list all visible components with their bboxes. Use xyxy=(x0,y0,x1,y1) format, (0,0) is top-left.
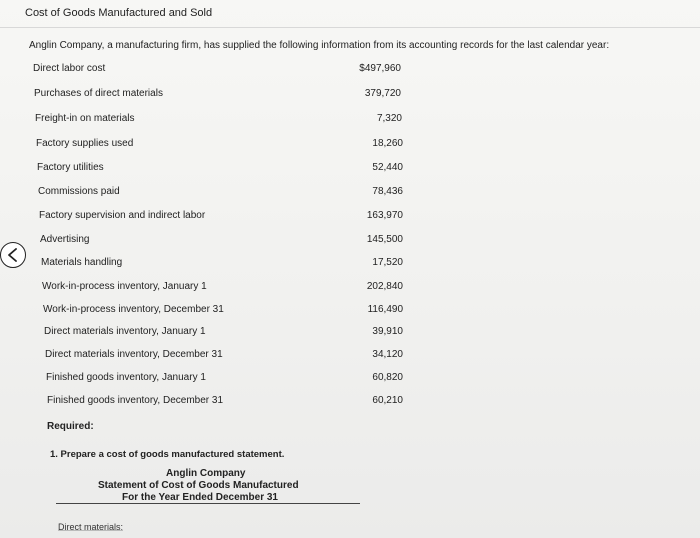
item-label: Direct labor cost xyxy=(33,63,106,74)
item-value: 52,440 xyxy=(372,162,403,173)
item-label: Factory supervision and indirect labor xyxy=(39,210,206,221)
item-value: 34,120 xyxy=(372,349,403,360)
item-label: Finished goods inventory, December 31 xyxy=(47,395,224,406)
task-instruction: 1. Prepare a cost of goods manufactured statement. xyxy=(50,449,285,460)
item-label: Direct materials inventory, December 31 xyxy=(45,349,223,360)
item-value: 202,840 xyxy=(366,281,403,292)
item-label: Finished goods inventory, January 1 xyxy=(46,372,206,383)
item-label: Materials handling xyxy=(41,257,123,268)
statement-divider xyxy=(56,503,360,504)
item-label: Freight-in on materials xyxy=(35,113,135,124)
statement-company: Anglin Company xyxy=(166,468,246,479)
item-label: Direct materials inventory, January 1 xyxy=(44,326,206,337)
item-value: 78,436 xyxy=(372,186,403,197)
item-label: Work-in-process inventory, January 1 xyxy=(42,281,207,292)
item-label: Commissions paid xyxy=(38,186,120,197)
item-value: 116,490 xyxy=(367,304,403,315)
page-title: Cost of Goods Manufactured and Sold xyxy=(25,7,213,19)
item-value: 18,260 xyxy=(372,138,403,149)
required-label: Required: xyxy=(47,421,94,432)
item-value: 379,720 xyxy=(364,88,401,99)
statement-period: For the Year Ended December 31 xyxy=(122,492,278,503)
item-value: 60,820 xyxy=(372,372,403,383)
back-button[interactable] xyxy=(0,242,26,268)
problem-intro: Anglin Company, a manufacturing firm, has supplied the following information from its accounting records for the last calendar year: xyxy=(29,40,610,51)
item-label: Advertising xyxy=(40,234,90,245)
direct-materials-label: Direct materials: xyxy=(58,522,124,531)
header xyxy=(0,0,700,28)
item-label: Work-in-process inventory, December 31 xyxy=(43,304,224,315)
item-label: Factory supplies used xyxy=(36,138,134,149)
item-value: 17,520 xyxy=(372,257,403,268)
item-value: $497,960 xyxy=(359,63,401,74)
item-value: 60,210 xyxy=(372,395,403,406)
item-value: 145,500 xyxy=(366,234,403,245)
item-value: 7,320 xyxy=(376,113,402,124)
item-label: Factory utilities xyxy=(37,162,104,173)
item-label: Purchases of direct materials xyxy=(34,88,163,99)
item-value: 163,970 xyxy=(366,210,403,221)
statement-title: Statement of Cost of Goods Manufactured xyxy=(98,480,299,491)
item-value: 39,910 xyxy=(372,326,403,337)
chevron-left-icon xyxy=(7,248,19,262)
